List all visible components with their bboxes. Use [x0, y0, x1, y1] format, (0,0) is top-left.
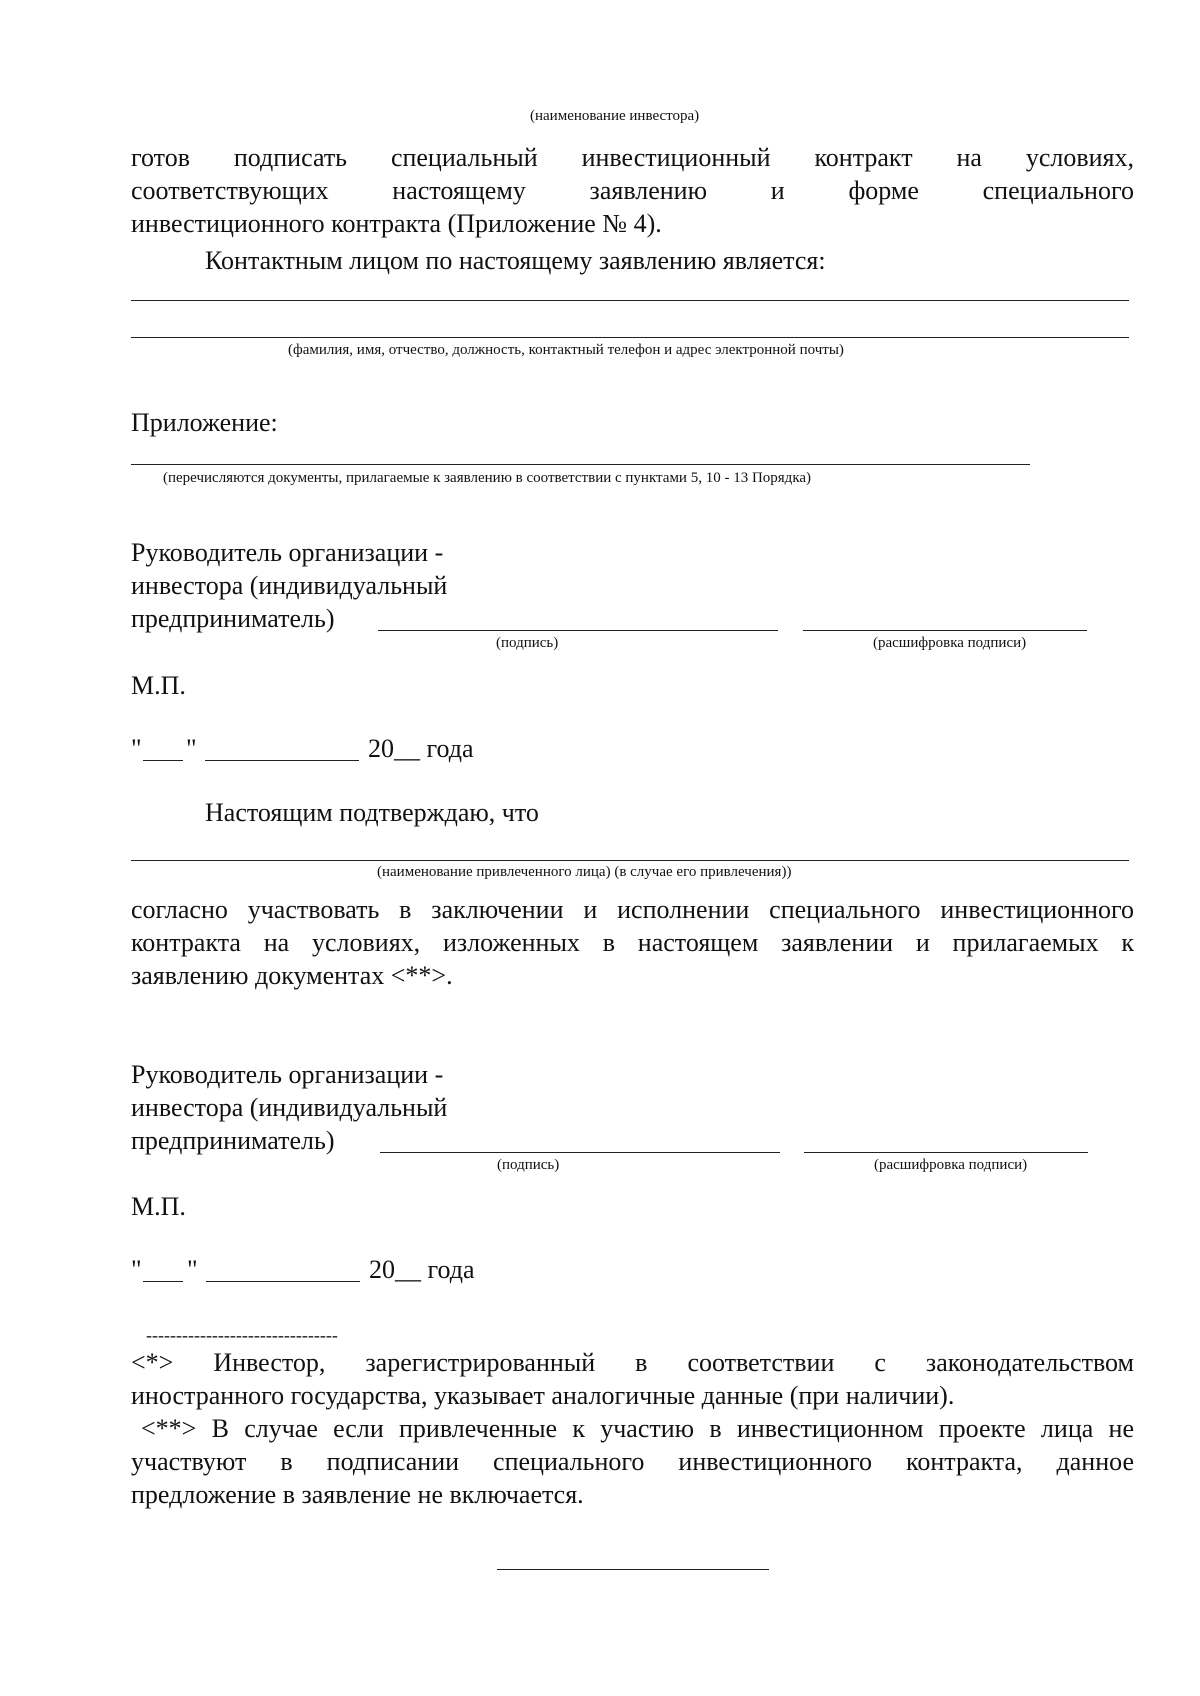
footnote-2-line-3: предложение в заявление не включается. [131, 1480, 584, 1509]
transcript-caption: (расшифровка подписи) [874, 1157, 1028, 1173]
footnote-2-line-1: <**> В случае если привлеченные к участию в инвестиционном проекте лица не [141, 1414, 1134, 1443]
footnote-1-line-1: <*> Инвестор, зарегистрированный в соответствии с законодательством [131, 1348, 1134, 1377]
intro-line-1: готов подписать специальный инвестиционный контракт на условиях, [131, 143, 1134, 172]
signer-title-line-2: инвестора (индивидуальный [131, 571, 448, 600]
signer-title-line-1: Руководитель организации - [131, 538, 444, 567]
attachment-caption: (перечисляются документы, прилагаемые к заявлению в соответствии с пунктами 5, 10 - 13 Порядка) [163, 470, 812, 486]
contact-caption: (фамилия, имя, отчество, должность, контактный телефон и адрес электронной почты) [288, 342, 844, 358]
signer-title-line-1: Руководитель организации - [131, 1060, 444, 1089]
date-quote-open: " [131, 1255, 142, 1284]
transcript-line [804, 1152, 1088, 1153]
seal-label: М.П. [131, 671, 186, 700]
intro-line-2: соответствующих настоящему заявлению и форме специального [131, 176, 1134, 205]
seal-label: М.П. [131, 1192, 186, 1221]
footnote-1-line-2: иностранного государства, указывает аналогичные данные (при наличии). [131, 1381, 955, 1410]
attachment-line [131, 464, 1030, 465]
signer-title-line-3: предприниматель) [131, 1126, 335, 1155]
signature-caption: (подпись) [496, 635, 559, 651]
date-year: 20__ года [368, 734, 474, 763]
transcript-line [803, 630, 1087, 631]
footnote-separator: -------------------------------- [146, 1325, 338, 1345]
signature-caption: (подпись) [497, 1157, 560, 1173]
date-day-line [143, 1281, 183, 1282]
agree-line-2: контракта на условиях, изложенных в настоящем заявлении и прилагаемых к [131, 928, 1134, 957]
agree-line-1: согласно участвовать в заключении и исполнении специального инвестиционного [131, 895, 1134, 924]
confirm-label: Настоящим подтверждаю, что [205, 798, 539, 827]
attracted-caption: (наименование привлеченного лица) (в случае его привлечения)) [377, 864, 792, 880]
date-month-line [205, 760, 359, 761]
agree-line-3: заявлению документах <**>. [131, 961, 453, 990]
investor-caption: (наименование инвестора) [530, 108, 700, 124]
signer-title-line-3: предприниматель) [131, 604, 335, 633]
contact-line-2 [131, 337, 1129, 338]
attachment-label: Приложение: [131, 408, 278, 437]
date-day-line [143, 760, 183, 761]
footnote-2-line-2: участвуют в подписании специального инвестиционного контракта, данное [131, 1447, 1134, 1476]
date-quote-close: " [187, 1255, 198, 1284]
signer-title-line-2: инвестора (индивидуальный [131, 1093, 448, 1122]
signature-line [378, 630, 778, 631]
date-quote-open: " [131, 734, 142, 763]
date-quote-close: " [186, 734, 197, 763]
date-month-line [206, 1281, 360, 1282]
attracted-line [131, 860, 1129, 861]
transcript-caption: (расшифровка подписи) [873, 635, 1027, 651]
end-of-document-line [497, 1569, 769, 1570]
signature-line [380, 1152, 780, 1153]
contact-label: Контактным лицом по настоящему заявлению является: [205, 246, 826, 275]
contact-line-1 [131, 300, 1129, 301]
date-year: 20__ года [369, 1255, 475, 1284]
intro-line-3: инвестиционного контракта (Приложение № 4). [131, 209, 662, 238]
